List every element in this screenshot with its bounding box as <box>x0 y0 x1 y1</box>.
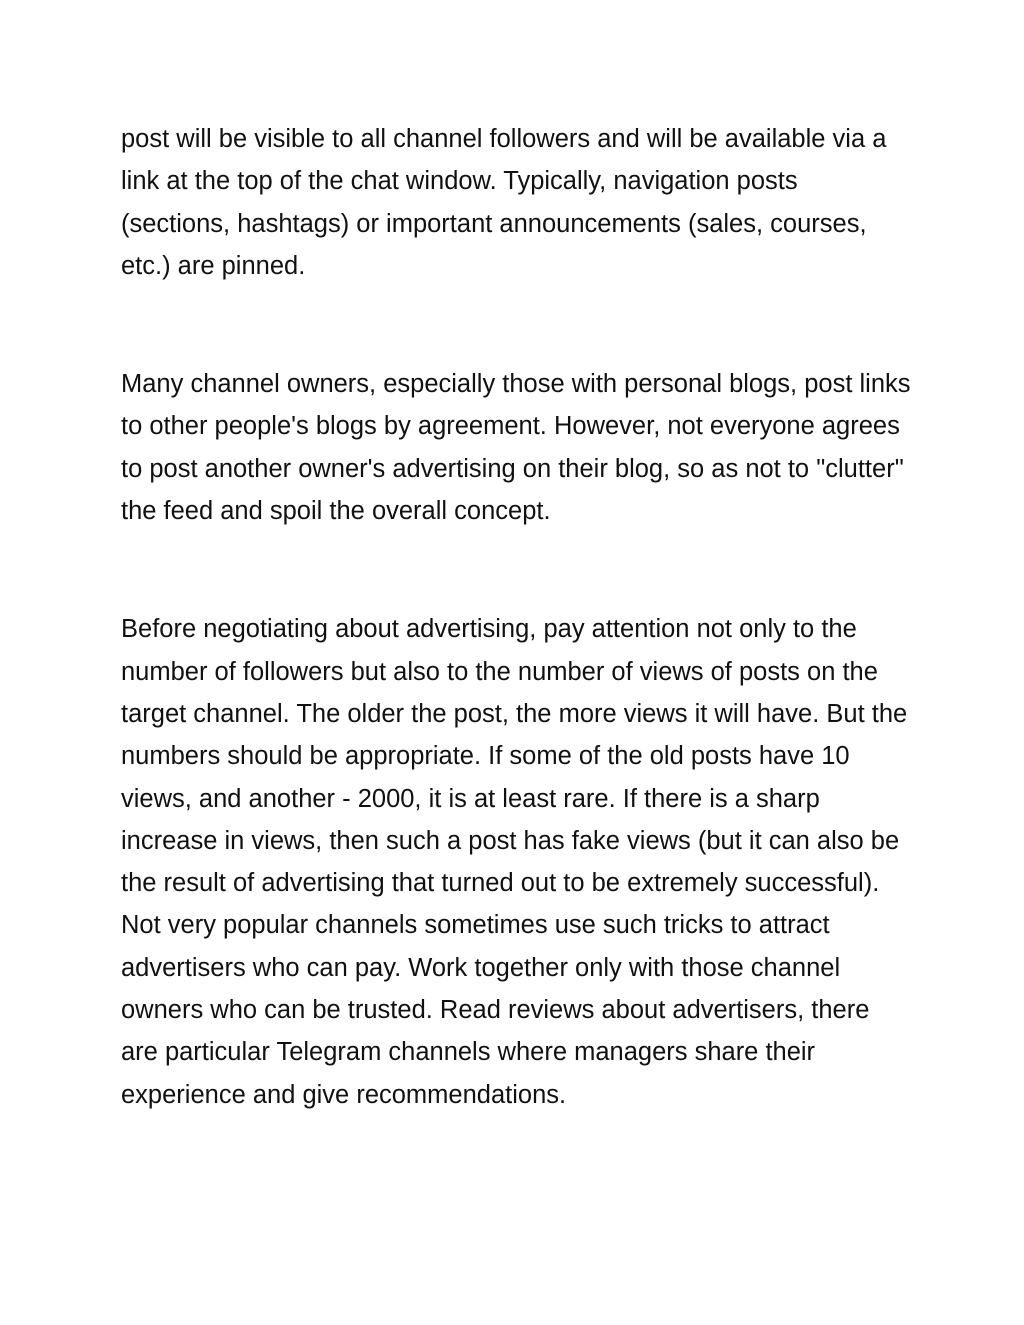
paragraph-blog-links: Many channel owners, especially those with personal blogs, post links to other people's blogs by agreement. However, not everyone agrees to post another owner's advertising on their blog, so as not to "clutter" the feed and spoil the overall concept. <box>121 370 911 526</box>
document-page <box>121 118 911 1116</box>
paragraph-pinned-posts: post will be visible to all channel followers and will be available via a link at the top of the chat window. Typically, navigation posts (sections, hashtags) or important announcements (sales, courses, etc.) are pinned. <box>121 125 887 280</box>
paragraph-advertising-views: Before negotiating about advertising, pay attention not only to the number of followers but also to the number of views of posts on the target channel. The older the post, the more views it will have. But the numbers should be appropriate. If some of the old posts have 10 views, and another - 2000, it is at least rare. If there is a sharp increase in views, then such a post has fake views (but it can also be the result of advertising that turned out to be extremely successful). Not very popular channels sometimes use such tricks to attract advertisers who can pay. Work together only with those channel owners who can be trusted. Read reviews about advertisers, there are particular Telegram channels where managers share their experience and give recommendations. <box>121 615 908 1109</box>
